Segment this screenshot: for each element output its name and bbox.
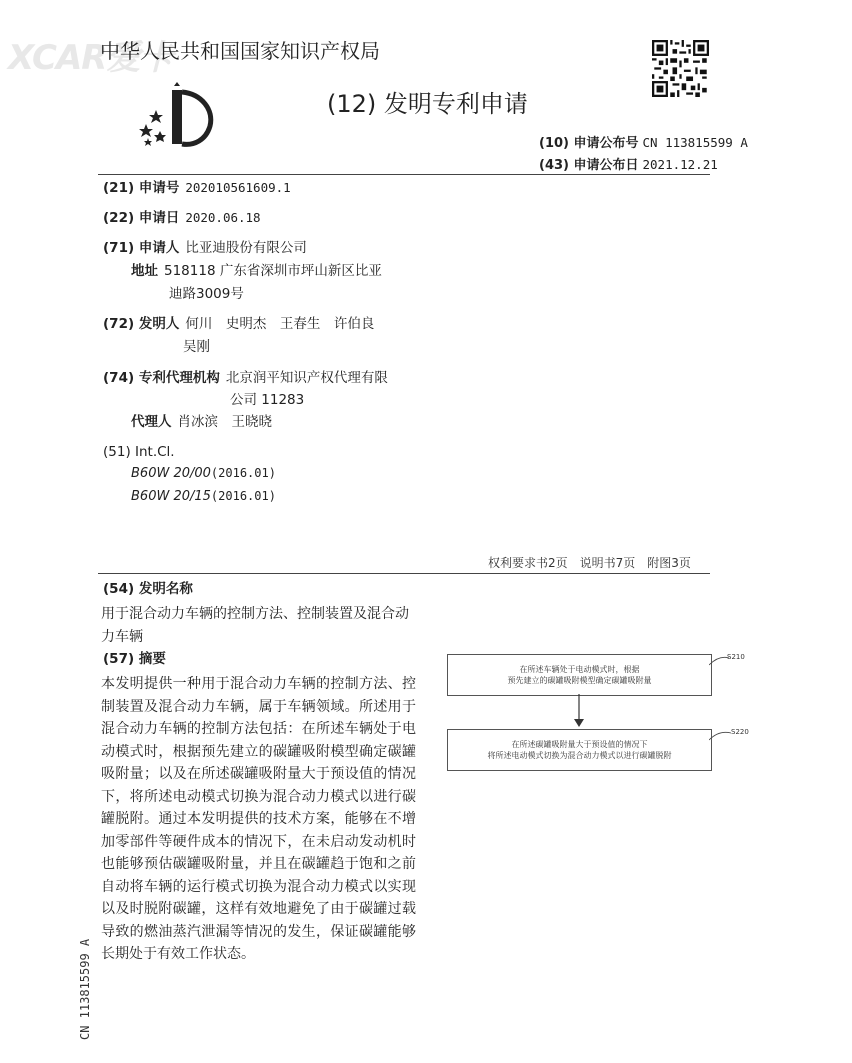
publication-number bbox=[539, 132, 748, 151]
office-name: 中华人民共和国国家知识产权局 bbox=[100, 39, 380, 63]
ipc-label: (51) Int.Cl. bbox=[103, 444, 175, 460]
inventors-line-2: 吴刚 bbox=[183, 339, 210, 355]
inventors bbox=[103, 315, 374, 333]
publication-number-value: CN 113815599 A bbox=[642, 135, 748, 150]
address-line-2: 迪路3009号 bbox=[169, 286, 244, 302]
publication-date bbox=[539, 154, 718, 173]
flowchart-step-text: 在所述车辆处于电动模式时，根据 bbox=[519, 665, 640, 674]
flowchart-step-label: S220 bbox=[731, 728, 749, 736]
ipc-version: (2016.01) bbox=[210, 489, 276, 503]
watermark-logo: XCAR爱卡 bbox=[8, 38, 173, 78]
flow-arrow-icon bbox=[572, 694, 586, 728]
applicant-value: 比亚迪股份有限公司 bbox=[185, 240, 307, 256]
application-number bbox=[103, 179, 291, 197]
leader-line bbox=[709, 730, 733, 742]
patent-agency-label: (74) 专利代理机构 bbox=[103, 370, 220, 386]
applicant bbox=[103, 239, 307, 257]
ipc-code: B60W 20/00 bbox=[131, 466, 211, 481]
agent-label: 代理人 bbox=[131, 414, 172, 430]
ipc-code: B60W 20/15 bbox=[131, 489, 211, 504]
patent-agency-line-1: 北京润平知识产权代理有限 bbox=[225, 370, 388, 386]
address-line-1: 518118 广东省深圳市坪山新区比亚 bbox=[164, 263, 382, 279]
flowchart-step-label: S210 bbox=[727, 653, 745, 661]
header-divider bbox=[98, 174, 710, 175]
application-number-value: 202010561609.1 bbox=[185, 180, 291, 195]
flowchart-step-box bbox=[447, 654, 712, 696]
patent-agency-line-2: 公司 11283 bbox=[230, 392, 305, 408]
application-date-value: 2020.06.18 bbox=[185, 210, 261, 225]
flowchart-step-text: 在所述碳罐吸附量大于预设值的情况下 bbox=[511, 740, 648, 749]
abstract-label: (57) 摘要 bbox=[103, 651, 166, 667]
patent-agency bbox=[103, 369, 388, 387]
agent bbox=[131, 413, 272, 431]
applicant-label: (71) 申请人 bbox=[103, 240, 180, 256]
application-date bbox=[103, 209, 261, 227]
flowchart-step-text: 预先建立的碳罐吸附模型确定碳罐吸附量 bbox=[507, 676, 652, 685]
invention-title: 用于混合动力车辆的控制方法、控制装置及混合动力车辆 bbox=[101, 606, 409, 645]
publication-number-label: (10) 申请公布号 bbox=[539, 136, 639, 151]
flowchart-step-box bbox=[447, 729, 712, 771]
ipc-entry bbox=[131, 466, 276, 481]
abstract-body: 本发明提供一种用于混合动力车辆的控制方法、控制装置及混合动力车辆，属于车辆领域。所述用于混合动力车辆的控制方法包括：在所述车辆处于电动模式时，根据预先建立的碳罐吸附模型确定碳罐吸附量；以及在所述碳罐吸附量大于预设值的情况下，将所述电动模式切换为混合动力模式以进行碳罐脱附。通过本发明提供的技术方案，能够在不增加零部件等硬件成本的情况下，在未启动发动机时也能够预估碳罐吸附量，并且在碳罐趋于饱和之前自动将车辆的运行模式切换为混合动力模式以实现以及时脱附碳罐，这样有效地避免了由于碳罐过载导致的燃油蒸汽泄漏等情况的发生，保证碳罐能够长期处于有效工作状态。 bbox=[101, 676, 416, 962]
publication-date-label: (43) 申请公布日 bbox=[539, 158, 639, 173]
ipc-entry bbox=[131, 489, 276, 504]
qr-code-icon bbox=[652, 40, 709, 97]
side-publication-number: CN 113815599 A bbox=[78, 938, 92, 1040]
flowchart-step-text: 将所述电动模式切换为混合动力模式以进行碳罐脱附 bbox=[487, 751, 672, 760]
document-type-title: (12) 发明专利申请 bbox=[327, 90, 528, 118]
agent-value: 肖冰滨 王晓晓 bbox=[177, 414, 272, 430]
inventors-label: (72) 发明人 bbox=[103, 316, 180, 332]
address bbox=[131, 262, 382, 280]
address-label: 地址 bbox=[131, 263, 158, 279]
invention-title-label: (54) 发明名称 bbox=[103, 581, 193, 597]
page-counts: 权利要求书2页 说明书7页 附图3页 bbox=[488, 556, 691, 570]
application-number-label: (21) 申请号 bbox=[103, 180, 180, 196]
publication-date-value: 2021.12.21 bbox=[642, 157, 718, 172]
leader-line bbox=[709, 655, 731, 667]
cnipa-emblem-icon bbox=[136, 82, 218, 150]
ipc-version: (2016.01) bbox=[210, 466, 276, 480]
application-date-label: (22) 申请日 bbox=[103, 210, 180, 226]
section-divider bbox=[98, 573, 710, 574]
inventors-line-1: 何川 史明杰 王春生 许伯良 bbox=[185, 316, 375, 332]
